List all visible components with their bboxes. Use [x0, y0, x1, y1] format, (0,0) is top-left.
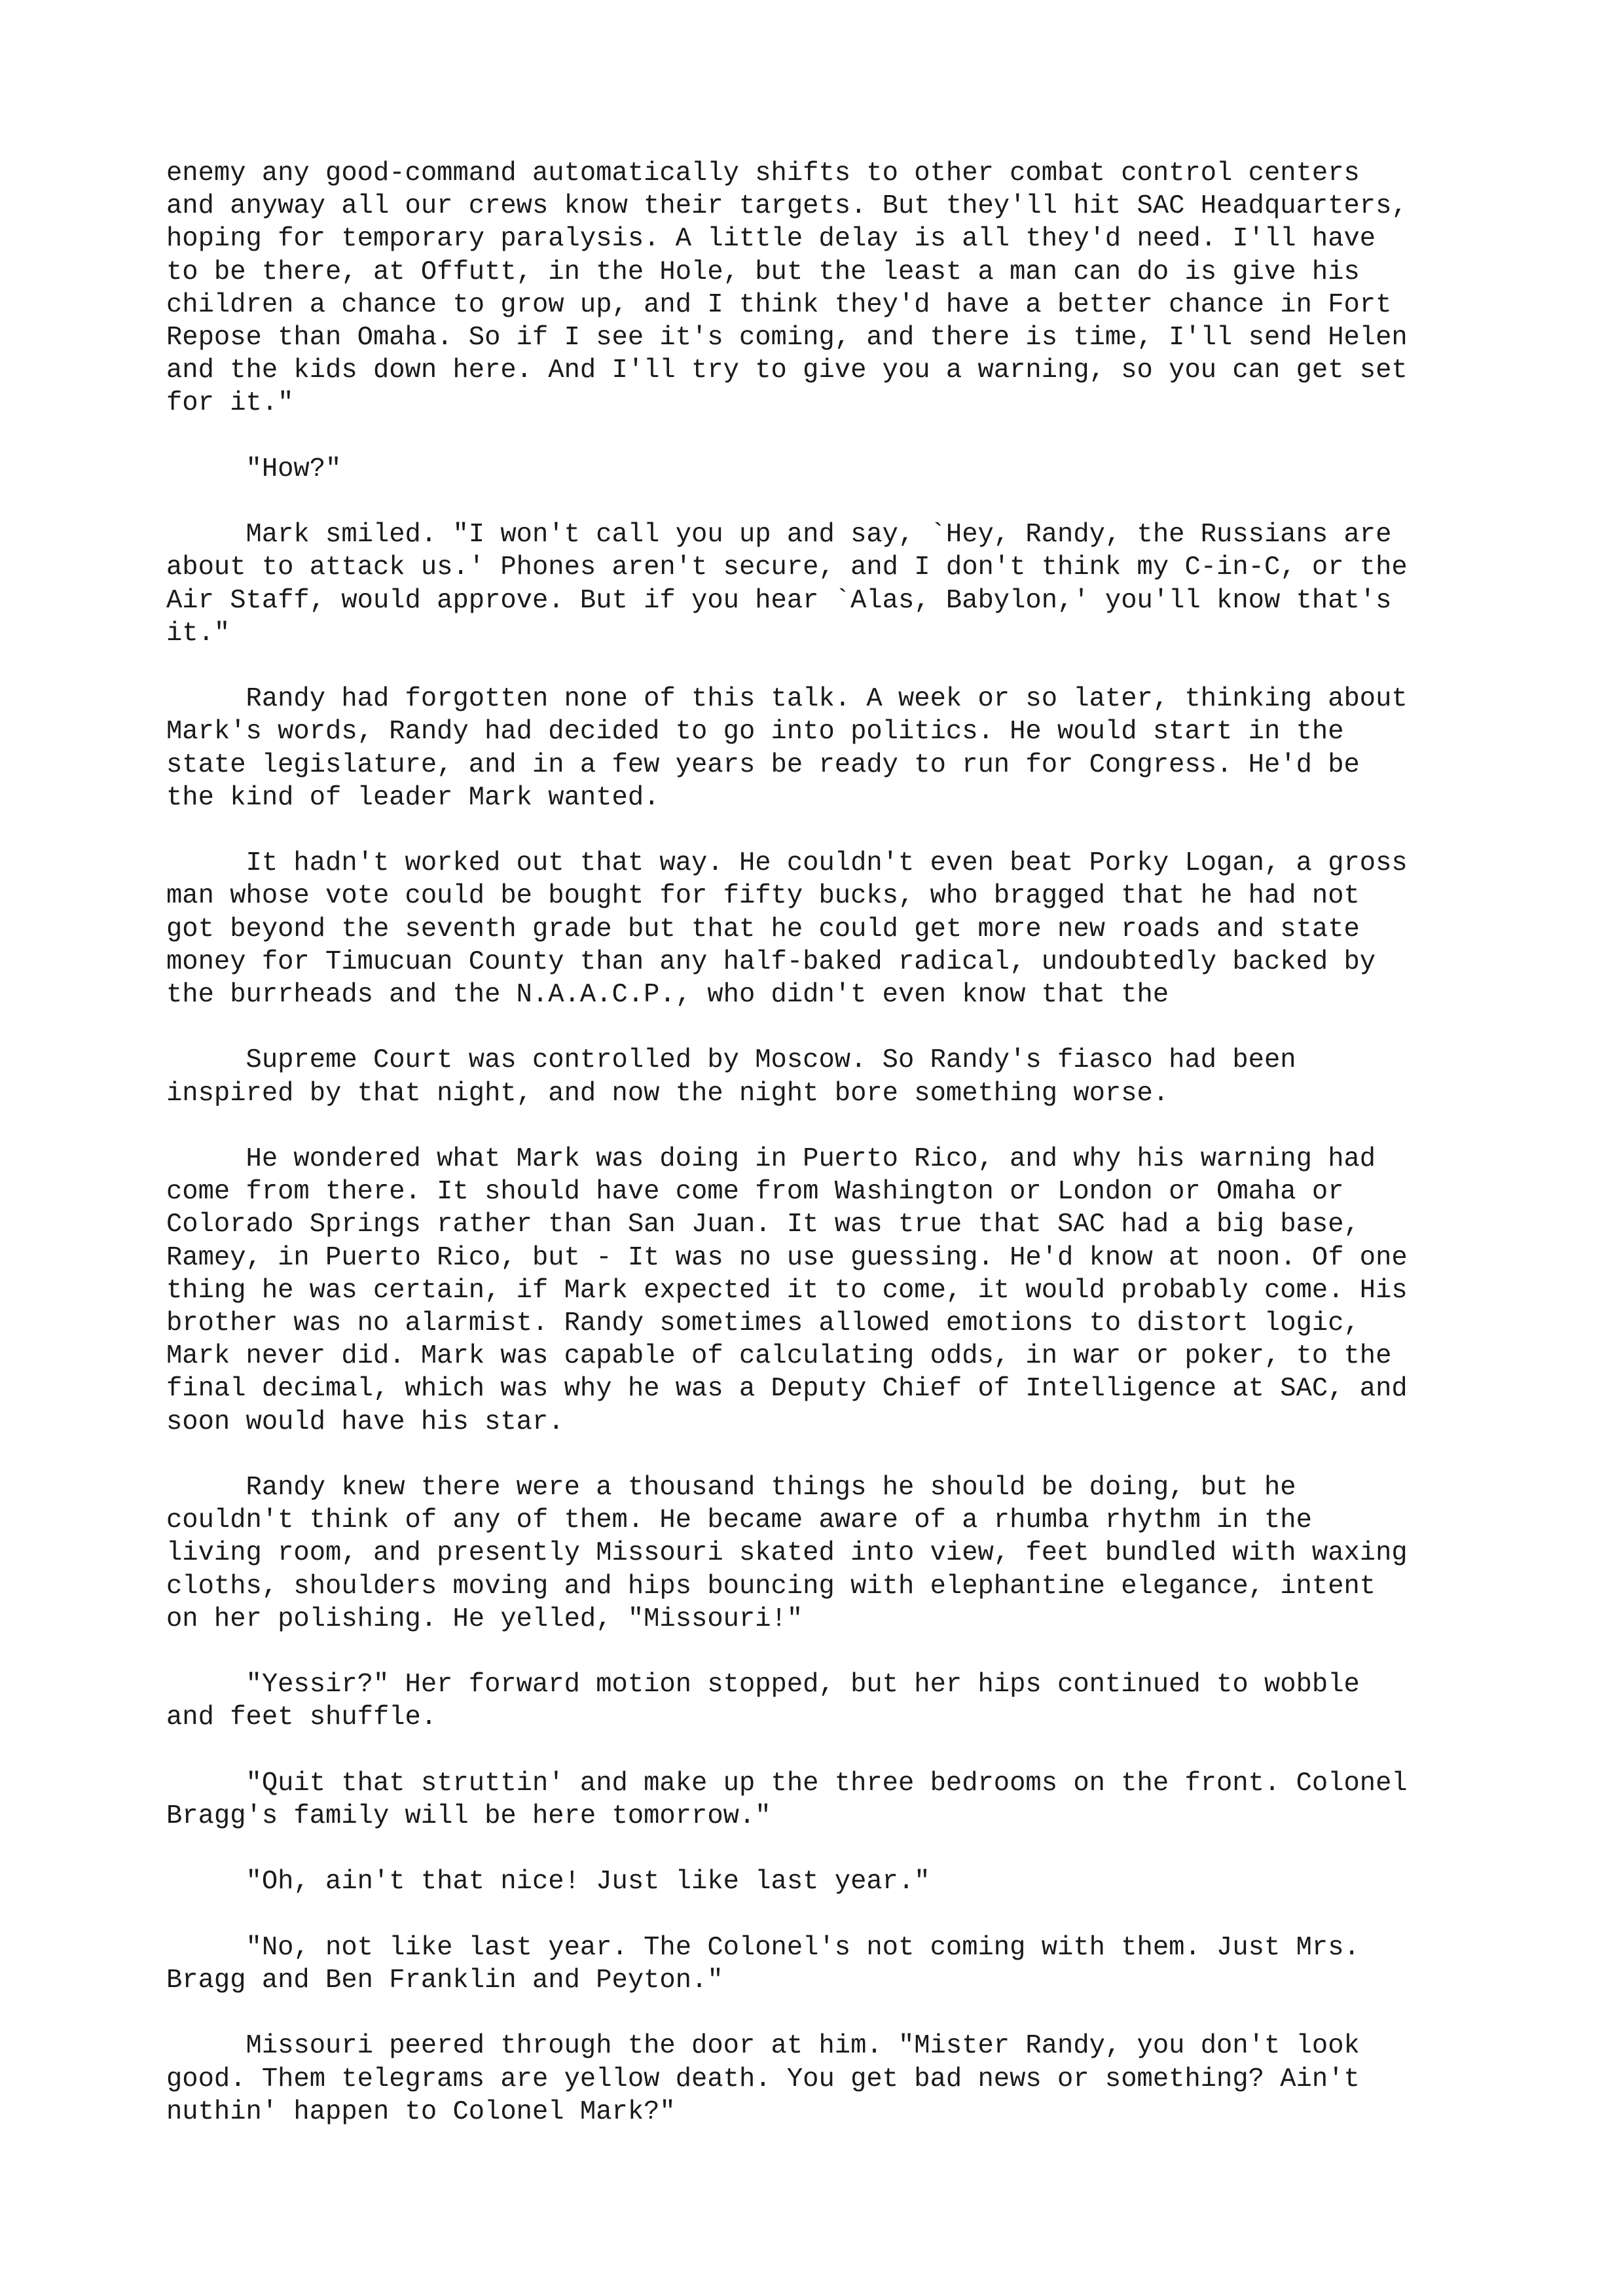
paragraph: "Quit that struttin' and make up the three bedrooms on the front. Colonel Bragg's family will be here tomorrow." [166, 1768, 1408, 1832]
paragraph: Randy had forgotten none of this talk. A week or so later, thinking about Mark's words, Randy had decided to go into politics. He would start in the state legislature, and in a few years be ready to run for Congress. He'd be the kind of leader Mark wanted. [166, 684, 1408, 813]
paragraph: He wondered what Mark was doing in Puerto Rico, and why his warning had come from there. It should have come from Washington or London or Omaha or Colorado Springs rather than San Juan. It was true that SAC had a big base, Ramey, in Puerto Rico, but - It was no use guessing. He'd know at noon. Of one thing he was certain, if Mark expected it to come, it would probably come. His brother was no alarmist. Randy sometimes allowed emotions to distort logic, Mark never did. Mark was capable of calculating odds, in war or poker, to the final decimal, which was why he was a Deputy Chief of Intelligence at SAC, and soon would have his star. [166, 1144, 1408, 1437]
paragraph: It hadn't worked out that way. He couldn't even beat Porky Logan, a gross man whose vote could be bought for fifty bucks, who bragged that he had not got beyond the seventh grade but that he could get more new roads and state money for Timucuan County than any half-baked radical, undoubtedly backed by the burrheads and the N.A.A.C.P., who didn't even know that the [166, 848, 1408, 1011]
paragraph: Supreme Court was controlled by Moscow. So Randy's fiasco had been inspired by that night, and now the night bore something worse. [166, 1045, 1296, 1109]
paragraph: Randy knew there were a thousand things he should be doing, but he couldn't think of any of them. He became aware of a rhumba rhythm in the living room, and presently Missouri skated into view, feet bundled with waxing cloths, shoulders moving and hips bouncing with elephantine elegance, intent on her polishing. He yelled, "Missouri!" [166, 1473, 1408, 1634]
paragraph: "Yessir?" Her forward motion stopped, but her hips continued to wobble and feet shuffle. [166, 1670, 1360, 1733]
paragraph: Mark smiled. "I won't call you up and say, `Hey, Randy, the Russians are about to attack us.' Phones aren't secure, and I don't think my C-in-C, or the Air Staff, would approve. But if you hear `Alas, Babylon,' you'll know that's it." [166, 520, 1408, 649]
paragraph: "No, not like last year. The Colonel's not coming with them. Just Mrs. Bragg and Ben Franklin and Peyton." [166, 1932, 1360, 1996]
paragraph: Missouri peered through the door at him. "Mister Randy, you don't look good. Them telegrams are yellow death. You get bad news or something? Ain't nuthin' happen to Colonel Mark?" [166, 2031, 1360, 2127]
document-body [166, 157, 1476, 2161]
paragraph: "Oh, ain't that nice! Just like last year." [166, 1867, 930, 1897]
paragraph: enemy any good-command automatically shifts to other combat control centers and anyway all our crews know their targets. But they'll hit SAC Headquarters, hoping for temporary paralysis. A little delay is all they'd need. I'll have to be there, at Offutt, in the Hole, but the least a man can do is give his children a chance to grow up, and I think they'd have a better chance in Fort Repose than Omaha. So if I see it's coming, and there is time, I'll send Helen and the kids down here. And I'll try to give you a warning, so you can get set for it." [166, 158, 1408, 419]
paragraph: "How?" [166, 454, 342, 484]
